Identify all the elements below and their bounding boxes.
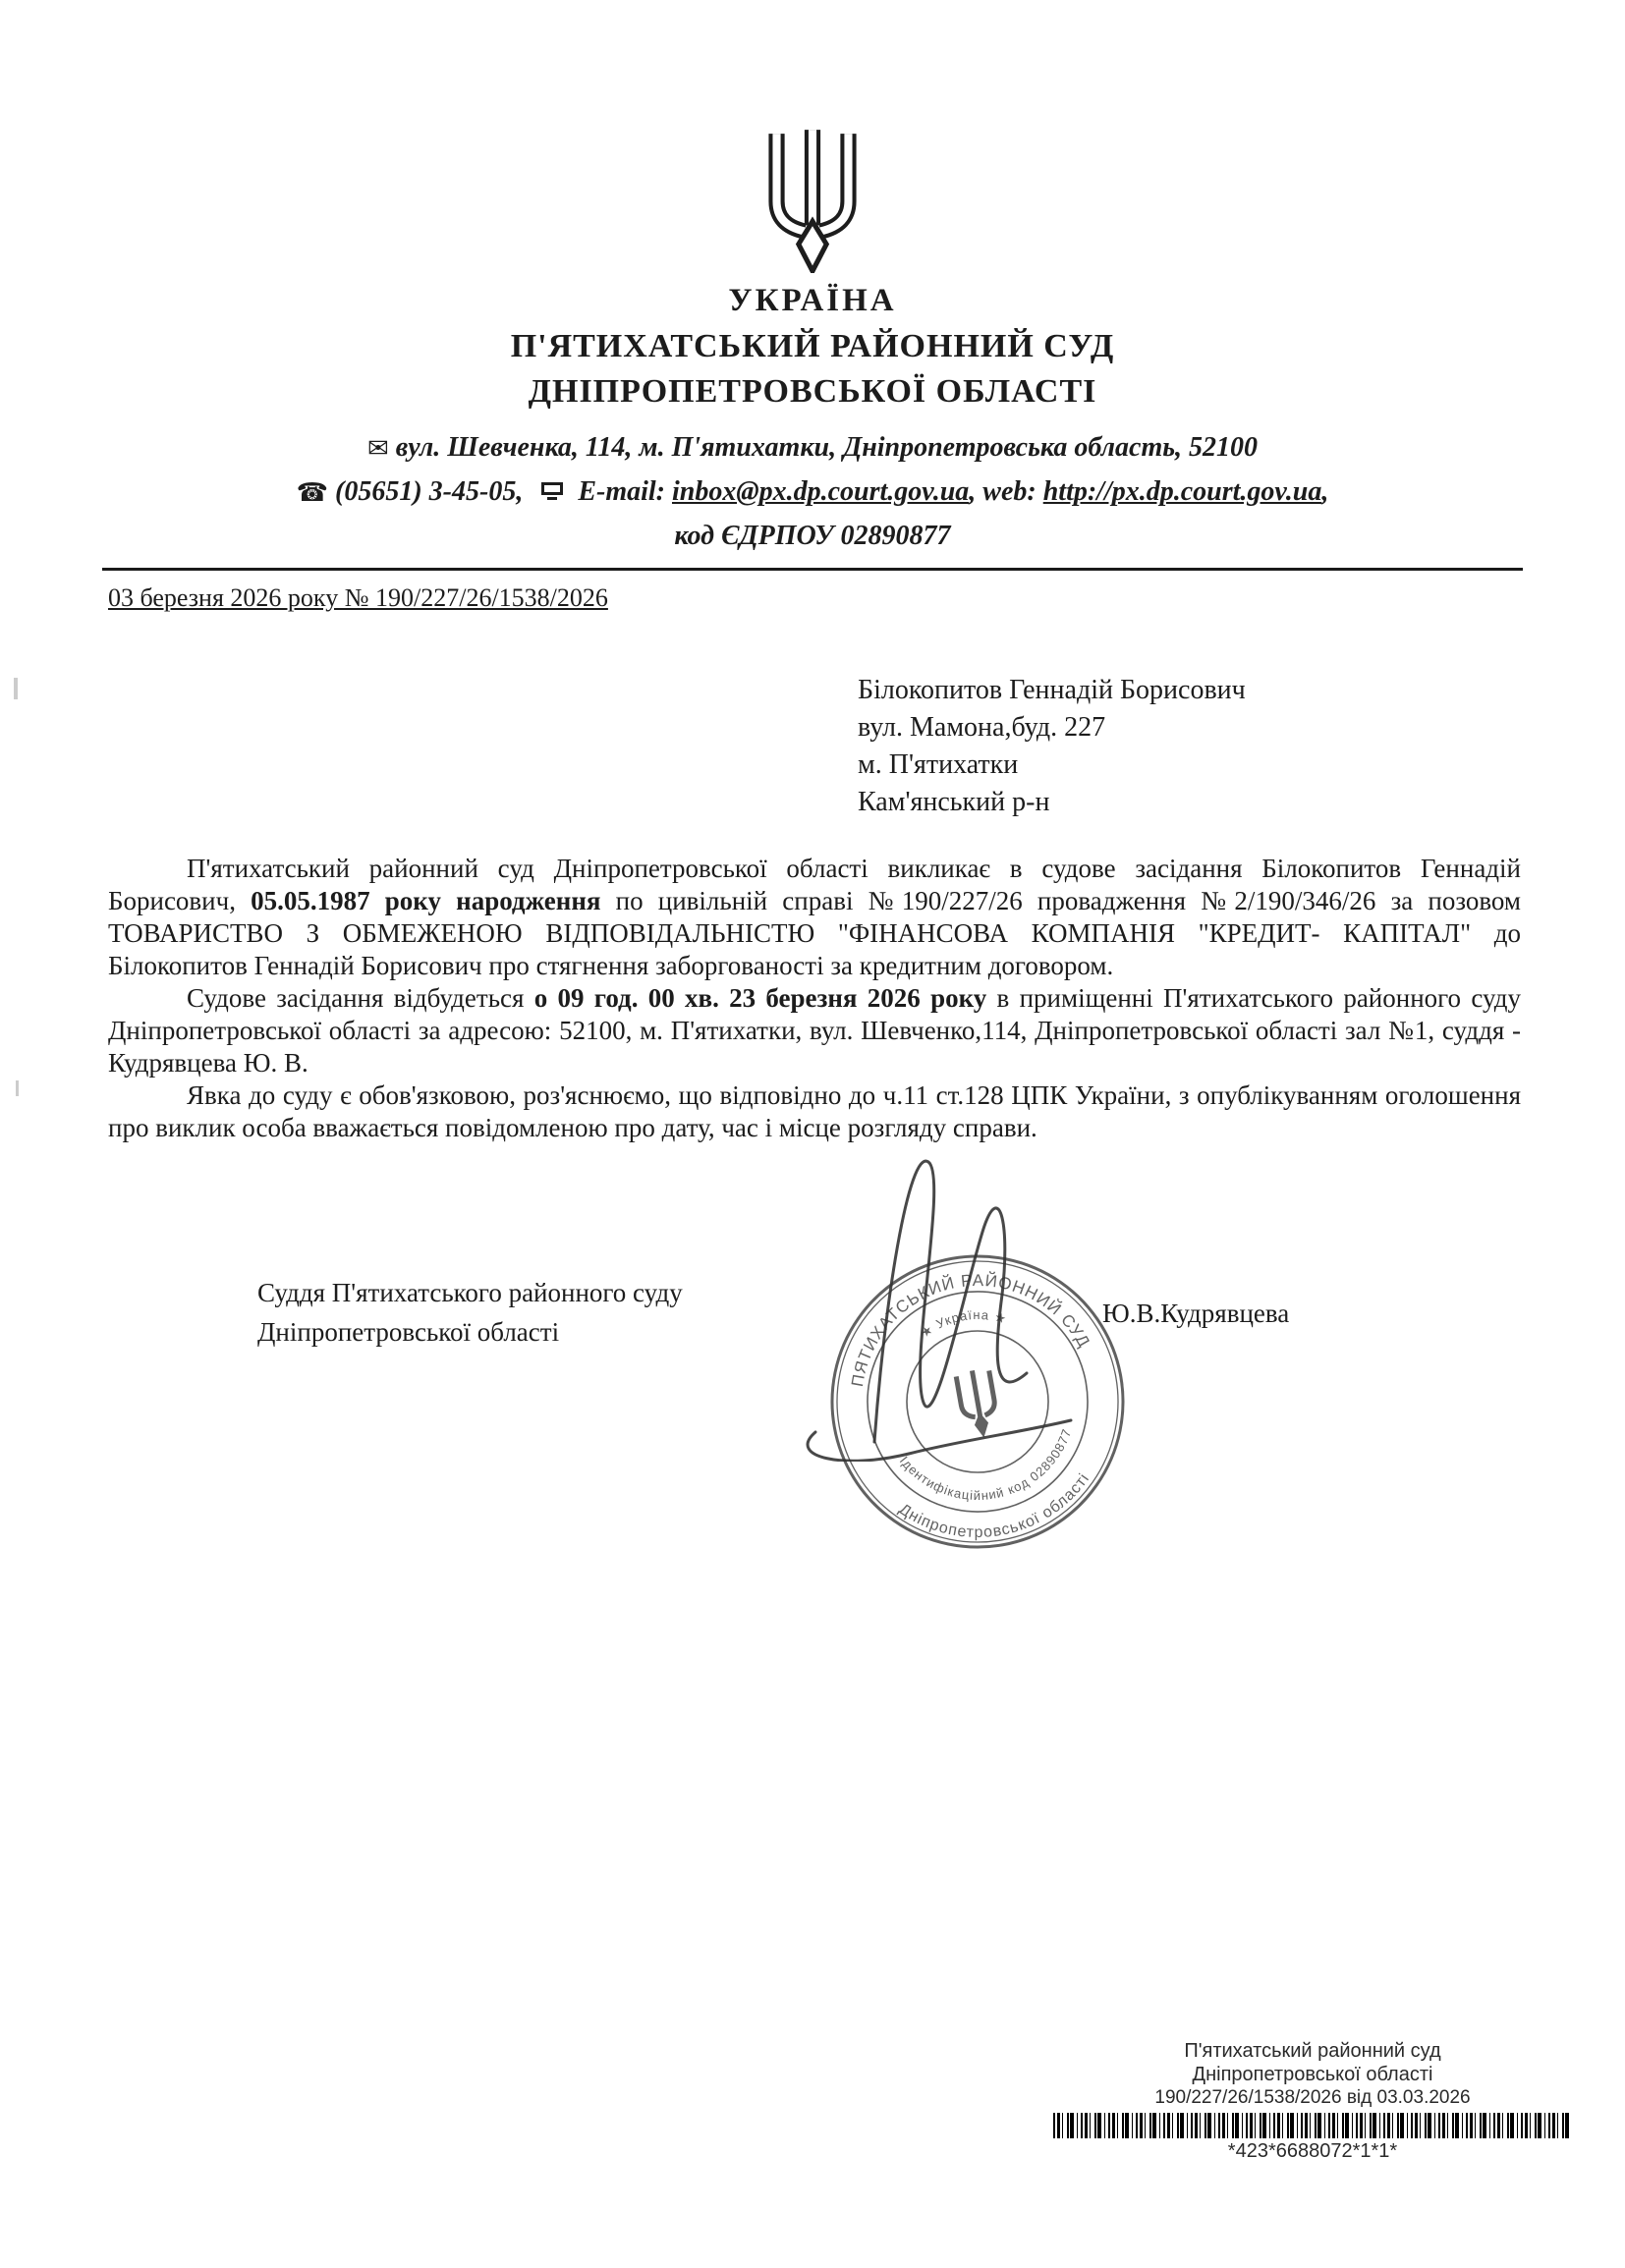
paragraph-obligation: Явка до суду є обов'язковою, роз'яснюємо, що відповідно до ч.11 ст.128 ЦПК України, з опублікуванням оголошення про виклик особа вважається повідомленою про дату, час і місце розгляду справи. bbox=[108, 1080, 1521, 1142]
recipient-block bbox=[858, 672, 1246, 821]
barcode-text: *423*6688072*1*1* bbox=[1227, 2140, 1398, 2162]
judge-name: Ю.В.Кудрявцева bbox=[1102, 1299, 1290, 1328]
edrpou-code: код ЄДРПОУ 02890877 bbox=[674, 521, 951, 551]
court-phone: (05651) 3-45-05, bbox=[335, 476, 524, 507]
seal-ring-bottom-text: Дніпропетровської області bbox=[895, 1469, 1093, 1542]
hearing-text-end: в приміщенні П'ятихатського районного суду Дніпропетровської області за адресою: 52100, м. П'ятихатки, вул. Шевченко,114, Дніпропетровської області зал №1, суддя - Кудрявцева Ю. В. bbox=[108, 983, 1521, 1078]
header-divider bbox=[102, 568, 1523, 571]
court-contacts-line bbox=[0, 476, 1625, 510]
envelope-icon: ✉ bbox=[366, 434, 389, 464]
recipient-city: м. П'ятихатки bbox=[858, 749, 1019, 780]
email-label: E-mail: bbox=[578, 476, 665, 507]
ukraine-trident-emblem bbox=[752, 124, 873, 278]
birthdate-bold: 05.05.1987 року народження bbox=[251, 886, 601, 915]
court-address-line bbox=[0, 432, 1625, 464]
seal-ring-top-text: ПЯТИХАТСЬКИЙ РАЙОННИЙ СУД bbox=[847, 1270, 1094, 1389]
summons-text-end: по цивільній справі №190/227/26 провадження №2/190/346/26 за позовом ТОВАРИСТВО З ОБМЕЖЕНОЮ ВІДПОВІДАЛЬНІСТЮ "ФІНАНСОВА КОМПАНІЯ "КРЕДИТ- КАПІТАЛ" до Білокопитов Геннадій Борисович про стягнення заборгованості за кредитним договором. bbox=[108, 886, 1521, 980]
email-address: inbox@px.dp.court.gov.ua bbox=[671, 476, 970, 507]
recipient-district: Кам'янський р-н bbox=[858, 787, 1050, 817]
judge-role-line1: Суддя П'ятихатського районного суду bbox=[257, 1278, 683, 1307]
web-address: http://px.dp.court.gov.ua bbox=[1042, 476, 1322, 507]
reference-number: 03 березня 2026 року № 190/227/26/1538/2026 bbox=[108, 583, 608, 612]
paragraph-hearing bbox=[108, 982, 1521, 1079]
court-address: вул. Шевченка, 114, м. П'ятихатки, Дніпропетровська область, 52100 bbox=[395, 432, 1259, 463]
trident-icon bbox=[752, 124, 873, 273]
seal-inner-bottom-text: Ідентифікаційний код 02890877 bbox=[896, 1426, 1075, 1503]
court-name-line1: П'ЯТИХАТСЬКИЙ РАЙОННИЙ СУД bbox=[510, 328, 1115, 364]
computer-icon bbox=[539, 478, 565, 510]
barcode bbox=[1053, 2113, 1572, 2138]
footer-case-number: 190/227/26/1538/2026 від 03.03.2026 bbox=[1154, 2087, 1471, 2108]
summons-text-start: П'ятихатський районний суд Дніпропетровської області викликає в судове засідання Білокопитов Геннадій Борисович, bbox=[108, 854, 1521, 915]
paragraph-summons bbox=[108, 853, 1521, 982]
separator: , bbox=[1321, 476, 1329, 507]
hearing-datetime-bold: о 09 год. 00 хв. 23 березня 2026 року bbox=[533, 983, 987, 1013]
country-title: УКРАЇНА bbox=[728, 283, 897, 318]
reference-number-line bbox=[108, 583, 608, 613]
footer-registration-block bbox=[1047, 2039, 1578, 2163]
recipient-name: Білокопитов Геннадій Борисович bbox=[858, 675, 1246, 705]
footer-court-region: Дніпропетровської області bbox=[1192, 2064, 1433, 2085]
judge-role-line2: Дніпропетровської області bbox=[257, 1317, 560, 1347]
footer-court-name: П'ятихатський районний суд bbox=[1184, 2040, 1441, 2062]
recipient-street: вул. Мамона,буд. 227 bbox=[858, 712, 1106, 743]
seal-inner-top-text: ★ Україна ★ bbox=[918, 1306, 1009, 1341]
letter-body bbox=[108, 853, 1521, 1144]
judge-signature-scribble bbox=[727, 1108, 1159, 1462]
court-name-line2: ДНІПРОПЕТРОВСЬКОЇ ОБЛАСТІ bbox=[528, 373, 1097, 410]
separator: , bbox=[969, 476, 977, 507]
web-label: web: bbox=[982, 476, 1037, 507]
phone-icon: ☎ bbox=[296, 478, 329, 508]
scan-artifact bbox=[16, 1080, 19, 1096]
scan-artifact bbox=[14, 678, 18, 699]
judge-role-block bbox=[257, 1273, 683, 1352]
hearing-text-start: Судове засідання відбудеться bbox=[187, 983, 534, 1013]
